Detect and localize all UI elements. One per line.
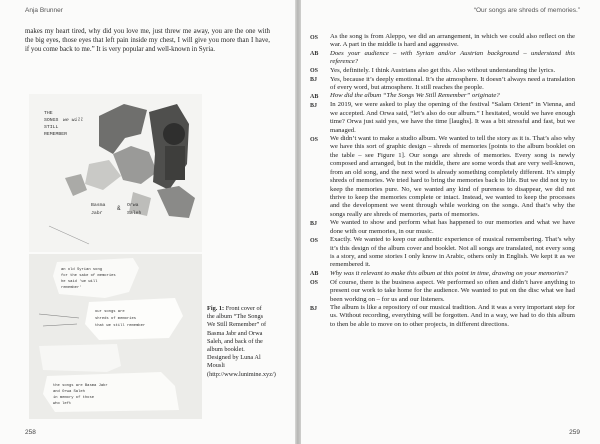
booklet-text-line: shreds of memories: [95, 317, 137, 321]
cover-artist-name: Orwa: [127, 203, 139, 208]
cover-title-line: THE: [44, 111, 53, 116]
booklet-text-line: in memory of those: [53, 396, 95, 400]
figure-caption-text: Front cover of the album “The Songs We Still Remember” of Basma Jabr and Orwa Saleh, and back of the album booklet. Designed by Luna Al Mousli: [207, 305, 267, 370]
cover-title-line: STILL: [44, 125, 59, 130]
entry-text: Does your audience – with Syrian and/or Austrian background – understand this reference?: [330, 49, 575, 66]
page-number-left: 258: [25, 429, 36, 436]
entry-text: We didn’t want to make a studio album. We wanted to tell the story as it is. That’s also why we have this sort of graphic design – shreds of memories [points to the album booklet on the table – see Figure 1]. Our songs are shreds of memories. Every song is newly composed and arranged, but in the middle, there are some words that are very well-known, from an old song, and the next word is already something completely different. It’s simply shreds of memories. We tried hard to bring the memories back to life. But we did not try to keep the memories pure. No, we wanted any kind of pureness to disappear, we did not thrive to keep the memories complete or intact. Instead, we wanted to keep the processes and the development we went through while working on the songs. And that’s why the songs really are shreds of memories, parts of memories.: [330, 135, 575, 218]
speaker-label: BJ: [310, 305, 318, 312]
speaker-label: OS: [310, 136, 319, 143]
booklet-text-line: the songs are Basma Jabr: [53, 384, 108, 388]
speaker-label: AB: [310, 93, 319, 100]
speaker-label: BJ: [310, 102, 318, 109]
booklet-text-line: an old Syrian song: [61, 268, 103, 272]
speaker-label: AB: [310, 51, 319, 58]
cover-artist-name: Saleh: [127, 211, 142, 216]
booklet-text-line: who left: [53, 402, 72, 406]
running-head-right: “Our songs are shreds of memories.”: [473, 7, 580, 14]
cover-title-line: we will: [63, 118, 84, 123]
left-page: [0, 0, 295, 444]
transcript-entry: [310, 50, 575, 67]
entry-text: As the song is from Aleppo, we did an arrangement, in which we could also reflect on the war. A part in the middle is hard and aggressive.: [330, 33, 575, 49]
entry-text: How did the album “The Songs We Still Remember” originate?: [330, 92, 500, 100]
booklet-text-line: remember': [61, 286, 82, 290]
transcript-entry: [310, 92, 575, 101]
page-number-right: 259: [569, 429, 580, 436]
cover-title-line: SONGS: [44, 118, 59, 123]
album-cover-image: [29, 94, 202, 252]
entry-text: Of course, there is the business aspect. We performed so often and didn’t have anything to present our work to take home for the audience. We wanted to put on the disc what we had been working on – for us and our listeners.: [330, 278, 575, 303]
entry-text: In 2019, we were asked to play the opening of the festival “Salam Orient” in Vienna, and we accepted. And Orwa said, “let’s also do our album.” I hesitated, would we have enough time? Orwa just said yes, we have the time [laughs]. It was a bit stressful and fast, but we managed.: [330, 101, 575, 134]
transcript-entry: [310, 76, 575, 93]
transcript-entry: [310, 219, 575, 236]
speaker-label: AB: [310, 271, 319, 278]
transcript-entry: [310, 67, 575, 76]
cover-artist-name: Jabr: [91, 211, 103, 216]
transcript-entry: [310, 101, 575, 135]
figure-caption-link[interactable]: (http://www.lunimine.xyz/): [207, 370, 276, 378]
figure-caption: [207, 305, 276, 379]
figure-label: Fig. 1:: [207, 305, 225, 312]
speaker-label: BJ: [310, 220, 318, 227]
booklet-text-line: our songs are: [95, 310, 125, 314]
booklet-text-line: and Orwa Saleh: [53, 390, 85, 394]
entry-text: Exactly. We wanted to keep our authentic experience of musical remembering. That’s why it’s this design of the album cover and booklet. Not all songs are translated, not every song is a story, and some stories I only know in Arabic, others only in English. We kept it as we remembered it.: [330, 236, 575, 269]
body-paragraph-left: makes my heart tired, why did you love me, just threw me away, you are the one with the big eyes, those eyes that left pain inside my chest, I will give you more than I have, if you come back to me.” It is very popular and well-known in Syria.: [25, 28, 270, 53]
speaker-label: OS: [310, 280, 319, 287]
transcript-entry: [310, 270, 575, 279]
transcript-entry: [310, 236, 575, 270]
cover-ampersand: &: [117, 205, 121, 212]
booklet-text-line: that we still remember: [95, 324, 146, 328]
speaker-label: OS: [310, 237, 319, 244]
transcript-entry: [310, 33, 575, 50]
booklet-text-line: for the sake of memories: [61, 274, 116, 278]
entry-text: Why was it relevant to make this album at this point in time, drawing on your memories?: [330, 269, 568, 277]
cover-artist-name: Basma: [91, 203, 106, 208]
booklet-text-line: he said 'we will: [61, 280, 98, 284]
album-booklet-image: [29, 254, 202, 419]
speaker-label: OS: [310, 34, 319, 41]
speaker-label: BJ: [310, 77, 318, 84]
entry-text: Yes, because it’s deeply emotional. It’s the atmosphere. It doesn’t always need a translation of every word, but atmosphere. It still reaches the people.: [330, 75, 575, 92]
transcript-entry: [310, 135, 575, 219]
running-head-left: Anja Brunner: [25, 7, 63, 14]
transcript-entry: [310, 304, 575, 329]
entry-text: We wanted to show and perform what has happened to our memories and what we have done with our memories, in our music.: [330, 219, 575, 235]
entry-text: The album is like a repository of our musical tradition. And it was a very important step for us. Without recording, everything will be forgotten. And in a way, we had to do this album to then be able to move on to other projects, in different directions.: [330, 304, 575, 328]
cover-title-line: REMEMBER: [44, 132, 68, 137]
interview-transcript: [310, 33, 575, 329]
transcript-entry: [310, 279, 575, 304]
entry-text: Yes, definitely. I think Austrians also get this. Also without understanding the lyrics.: [330, 66, 556, 74]
speaker-label: OS: [310, 68, 319, 75]
